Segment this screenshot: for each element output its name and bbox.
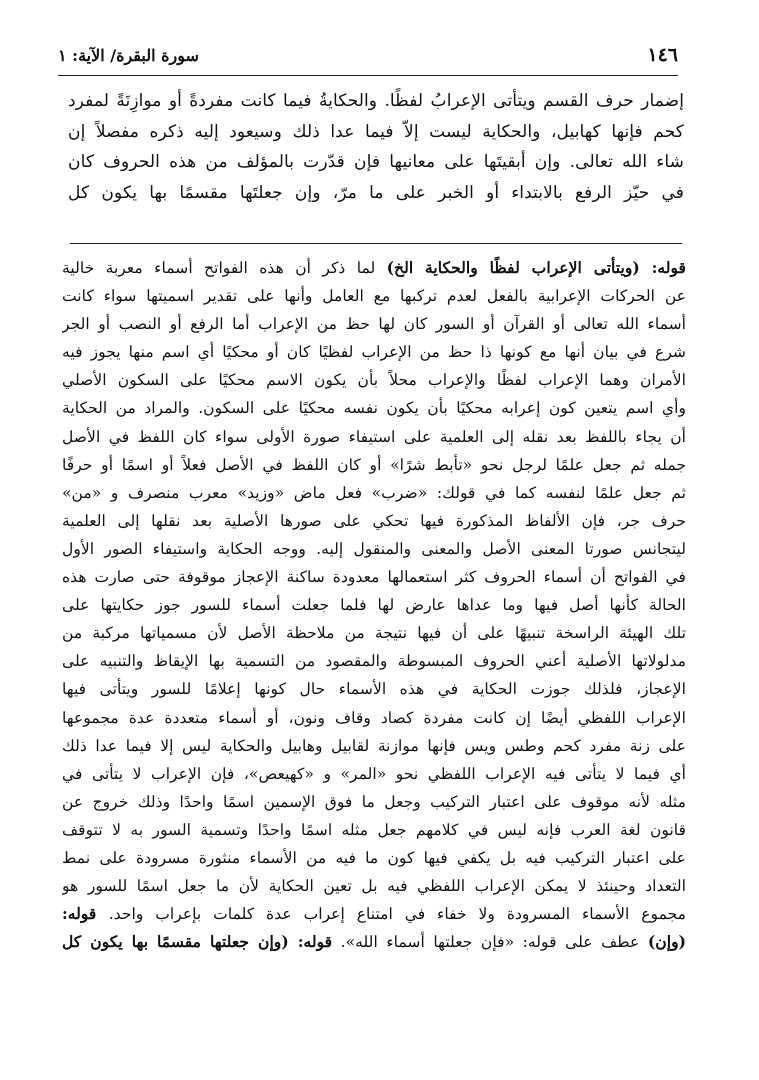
- gloss-line: مثله لأنه موقوف على اعتبار التركيب وجعل ما فوق الإسمين اسمًا واحدًا وذلك خروج عن: [62, 792, 686, 811]
- text-line: شاء الله تعالى. وإن أبقيتَها على معانيها فإن قدّرت بالمؤلف من هذه الحروف كان: [68, 152, 684, 172]
- text-line: كحم فإنها كهابيل، والحكاية ليست إلاّ فيما عدا ذلك وسيعود إليه ذكره مفصلاً إن: [68, 121, 684, 142]
- gloss-line: الأمران وهما الإعراب لفظًا والإعراب محلاً بأن يكون الاسم محكيًا على السكون الأصلي: [62, 371, 686, 390]
- gloss-line: الحالة كأنها أصل فيها وما عداها عارض لها فلما جعلت أسماء للسور جوز حكايتها على: [62, 596, 686, 615]
- gloss-line: أي فيما لا يتأتى فيه الإعراب اللفظي نحو «المر» و «كهيعص»، فإن الإعراب لا يتأتى في: [62, 764, 686, 783]
- gloss-line: أن يجاء باللفظ بعد نقله إلى العلمية على استيفاء صورة الأولى سواء كان اللفظ في الأصل: [62, 427, 686, 446]
- gloss-line: ثم جعل علمًا لنفسه كما في قولك: «ضرب» فعل ماض «وزيد» معرب منصرف و «من»: [62, 483, 686, 502]
- gloss-line: قانون لغة العرب فإنه ليس في كلامهم جعل مثله اسمًا واحدًا وتسمية السور به لا تتوقف: [62, 820, 686, 839]
- page-number: ١٤٦: [647, 44, 678, 66]
- gloss-line: عن الحركات الإعرابية بالفعل لعدم تركبها مع العامل وأنها على تقدير اسميتها سواء كانت: [62, 287, 686, 306]
- gloss-line: التعداد وحينئذ لا يمكن الإعراب اللفظي فيه بل تعين الحكاية لأن ما جعل اسمًا للسور هو: [62, 877, 686, 896]
- gloss-heading: قوله: (ويتأتى الإعراب لفظًا والحكاية الخ): [386, 258, 686, 277]
- gloss-line: [62, 928, 686, 956]
- gloss-line: وأي اسم يتعين كون إعرابه محكيًا بأن يكون نفسه محكيًا على السكون. والمراد من الحكاية: [62, 399, 686, 418]
- text-line: إضمار حرف القسم ويتأتى الإعرابُ لفظًا. والحكايةُ فيما كانت مفردةً أو موازِنَةً لمفرد: [68, 91, 684, 111]
- gloss-text: عطف على قوله: «فإن جعلتها أسماء الله».: [332, 933, 648, 952]
- gloss-line: تلك الهيئة الراسخة تنبيهًا على أن فيها نتيجة من ملاحظة الأصل لأن مسمياتها مركبة من: [62, 624, 686, 643]
- gloss-line: الإعجاز، فلذلك جوزت الحكاية في هذه الأسماء حال كونها إعلامًا للسور ويتأتى فيها: [62, 680, 686, 699]
- gloss-line: مدلولاتها الأصلية أعني الحروف المبسوطة والمقصود من التسمية بها الإيقاظ والتنبيه على: [62, 652, 686, 671]
- gloss-line: في الفواتح أن أسماء الحروف كثر استعمالها معدودة ساكنة الإعجاز موقوفة حتى صارت هذه: [62, 568, 686, 587]
- gloss-heading: قوله: (وإن جعلتها مقسمًا بها يكون كل: [62, 932, 333, 952]
- gloss-line: جمله ثم جعل علمًا لرجل نحو «تأبط شرًا» أو كان اللفظ في الأصل فعلاً أو اسمًا أو حرفًا: [62, 455, 686, 474]
- gloss-line: على زنة مفرد كحم وطس ويس فإنها موازنة لقابيل وهابيل والحكاية ليس إلا فيما عدا ذلك: [62, 736, 686, 755]
- gloss-heading: (وإن): [647, 932, 686, 952]
- footnote-divider: [70, 243, 682, 244]
- header-divider: [58, 75, 678, 76]
- text-line: في حيّز الرفع بالابتداء أو الخبر على ما مرّ، وإن جعلتَها مقسمًا بها يكون كل: [68, 182, 684, 203]
- gloss-line: ليتجانس صورتا المعنى الأصل والمعنى والمنقول إليه. ووجه الحكاية واستيفاء الصور الأول: [62, 539, 686, 558]
- gloss-text: لما ذكر أن هذه الفواتح أسماء معربة خالية: [62, 259, 387, 277]
- gloss-footnote: [62, 254, 686, 956]
- gloss-line: [62, 900, 686, 928]
- gloss-line: [62, 254, 686, 282]
- gloss-line: شرع في بيان أنها مع كونها ذا حظ من الإعراب لفظيًا كان أو محكيًا أي اسم منها يجوز فيه: [62, 343, 686, 362]
- gloss-line: حرف جر، فإن الألفاظ المذكورة فيها تحكي على صورها الأصلية بعد نقلها إلى العلمية: [62, 511, 686, 530]
- surah-title: سورة البقرة/ الآية: ١: [58, 46, 199, 65]
- gloss-line: على اعتبار التركيب فيه بل يكفي فيها كون ما فيه من الأسماء منثورة مسرودة على نمط: [62, 848, 686, 867]
- gloss-line: الإعراب اللفظي أيضًا إن كانت مفردة كصاد وقاف ونون، أو أسماء متعددة عدة مجموعها: [62, 708, 686, 727]
- main-commentary-text: [68, 86, 684, 208]
- gloss-line: أسماء الله تعالى أو القرآن أو السور كان لها حظ من الإعراب أما الرفع أو النصب أو الجر: [62, 315, 686, 334]
- gloss-heading: قوله:: [62, 904, 109, 924]
- running-header: [58, 40, 678, 74]
- gloss-text: مجموع الأسماء المسرودة ولا خفاء في امتناع إعراب عدة كلمات بإعراب واحد.: [108, 905, 686, 924]
